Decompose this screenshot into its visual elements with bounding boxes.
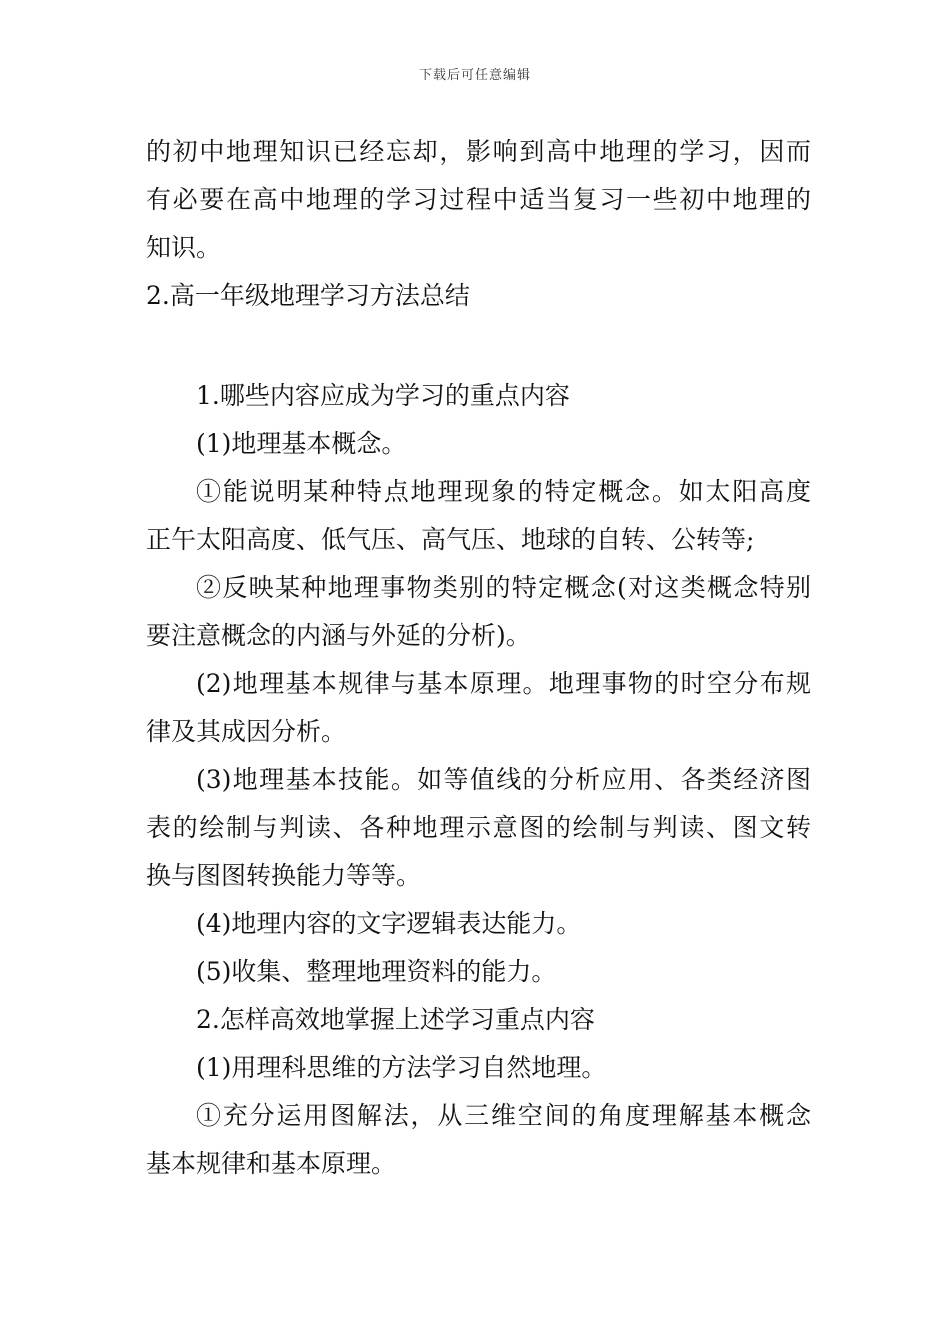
subsection-heading: 1.哪些内容应成为学习的重点内容: [196, 381, 570, 410]
paragraph-line: 有必要在高中地理的学习过程中适当复习一些初中地理的: [146, 185, 811, 214]
paragraph-line: 知识。: [146, 233, 222, 262]
list-item: (5)收集、整理地理资料的能力。: [196, 957, 557, 986]
paragraph-line: 的初中地理知识已经忘却，影响到高中地理的学习，因而: [146, 137, 811, 166]
list-item: (1)地理基本概念。: [196, 429, 407, 458]
paragraph-line: 正午太阳高度、低气压、高气压、地球的自转、公转等;: [146, 525, 755, 554]
paragraph-line: ①充分运用图解法，从三维空间的角度理解基本概念: [196, 1101, 811, 1130]
paragraph-line: 基本规律和基本原理。: [146, 1149, 397, 1178]
paragraph-line: 律及其成因分析。: [146, 717, 347, 746]
paragraph-line: (2)地理基本规律与基本原理。地理事物的时空分布规: [196, 669, 811, 698]
paragraph-line: ②反映某种地理事物类别的特定概念(对这类概念特别: [196, 573, 811, 602]
document-body: [146, 128, 811, 1188]
list-item: (1)用理科思维的方法学习自然地理。: [196, 1053, 607, 1082]
paragraph-line: (3)地理基本技能。如等值线的分析应用、各类经济图: [196, 765, 811, 794]
paragraph-line: 表的绘制与判读、各种地理示意图的绘制与判读、图文转: [146, 813, 811, 842]
subsection-heading: 2.怎样高效地掌握上述学习重点内容: [196, 1005, 595, 1034]
blank-gap: [146, 320, 811, 372]
paragraph-line: 要注意概念的内涵与外延的分析)。: [146, 621, 531, 650]
paragraph-line: ①能说明某种特点地理现象的特定概念。如太阳高度: [196, 477, 811, 506]
page-header: 下载后可任意编辑: [418, 68, 531, 83]
list-item: (4)地理内容的文字逻辑表达能力。: [196, 909, 582, 938]
section-heading: 2.高一年级地理学习方法总结: [146, 281, 470, 310]
paragraph-line: 换与图图转换能力等等。: [146, 861, 422, 890]
